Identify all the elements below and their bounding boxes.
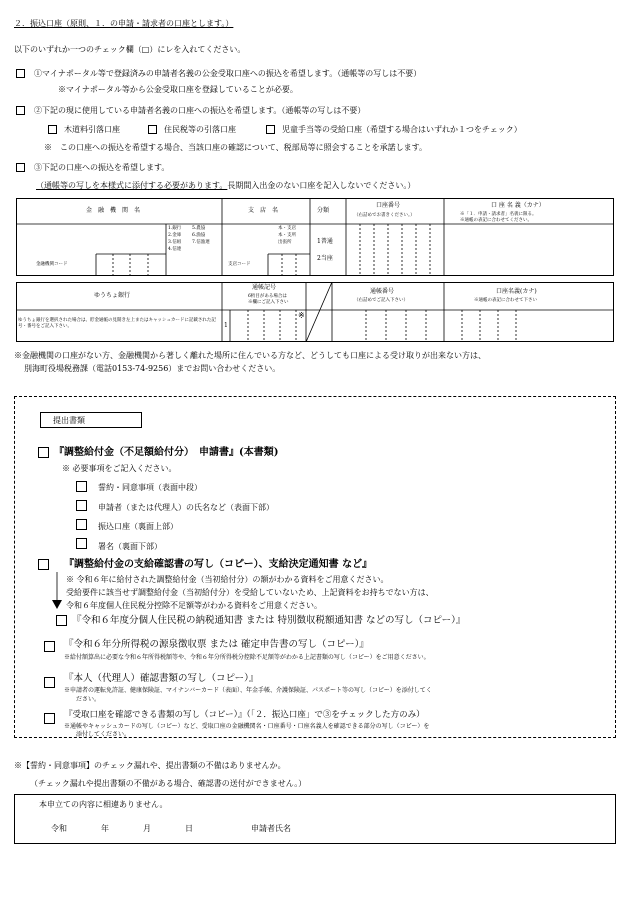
resident-tax-account-checkbox[interactable] [148, 125, 157, 134]
doc1-checkbox[interactable] [38, 447, 49, 458]
doc5-checkbox[interactable] [44, 713, 55, 724]
year-label: 年 [101, 824, 109, 833]
section-title: ２．振込口座（原則、１．の申請・請求者の口座とします。） [14, 19, 234, 28]
doc5-label: 『受取口座を確認できる書類の写し（コピー）』（「２．振込口座」で③をチェックした方のみ） [64, 710, 425, 720]
yucho-header-code: 通帳記号 [252, 284, 277, 291]
holder-note-2: ※通帳の表記に合わせてください。 [460, 218, 532, 223]
yucho-header-code-sub: 6桁目がある場合は [248, 294, 287, 299]
contact-note-2: 別海町役場税務課（電話0153-74-9256）までお問い合わせください。 [24, 364, 281, 373]
doc2-label: 『調整給付金の支給確認書の写し（コピー）、支給決定通知書 など』 [64, 559, 373, 570]
branch-type-outpost: 出張所 [278, 240, 292, 245]
doc3-checkbox[interactable] [44, 641, 55, 652]
doc4-note-2: ださい。 [76, 696, 101, 703]
documents-title-box [40, 412, 142, 428]
doc4-label: 『本人（代理人）確認書類の写し（コピー）』 [64, 673, 259, 684]
doc2-checkbox[interactable] [38, 559, 49, 570]
doc2b-label: 『令和６年度分個人住民税の納税通知書 または 特別徴収税額通知書 などの写し（コピー）』 [72, 615, 466, 626]
pledge-label: 誓約・同意事項（表面中段） [98, 483, 202, 492]
applicant-name-field-label: 申請者氏名 [251, 824, 291, 833]
yucho-account-table [16, 282, 614, 342]
yucho-header-holder-sub: ※通帳の表記に合わせて下さい [474, 298, 537, 303]
account-label: 振込口座（裏面上部） [98, 522, 178, 531]
type-kinko: 2.金庫 [168, 233, 182, 238]
child-allowance-account-checkbox[interactable] [266, 125, 275, 134]
header-branch-name: 支 店 名 [248, 207, 279, 214]
type-shingyoren: 7.信漁連 [192, 240, 210, 245]
water-account-checkbox[interactable] [48, 125, 57, 134]
doc1-note: ※ 必要事項をご記入ください。 [62, 464, 177, 473]
header-account-holder: 口 座 名 義（カナ） [491, 202, 545, 209]
doc2-note-2: 受給要件に該当せず調整給付金（当初給付分）を受給していないため、上記資料をお持ちでない方は、 [66, 588, 434, 597]
child-allowance-account-label: 児童手当等の受給口座（希望する場合はいずれか１つをチェック） [282, 125, 522, 134]
branch-type-office: 本・支所 [278, 233, 296, 238]
month-label: 月 [143, 824, 151, 833]
option2-note: ※ この口座への振込を希望する場合、当該口座の確認について、税部局等に照会することを承諾します。 [44, 143, 428, 152]
doc2b-checkbox[interactable] [56, 615, 67, 626]
header-account-number-sub: （右詰めでお書きください。） [354, 213, 415, 218]
branch-type-main: 本・支店 [278, 226, 296, 231]
applicant-name-label: 申請者（または代理人）の氏名など（表面下部） [98, 503, 274, 512]
option3-note-a: （通帳等の写しを本様式に添付する必要があります。 [36, 181, 228, 190]
type-shinkumi: 3.信組 [168, 240, 182, 245]
signature-label: 署名（裏面下部） [98, 542, 162, 551]
yucho-header-code-sub2: ※欄にご記入下さい [248, 300, 289, 305]
type-nokyo: 5.農協 [192, 226, 206, 231]
water-account-label: 木道料引落口座 [64, 125, 120, 134]
doc5-note: ※通帳やキャッシュカードの写し（コピー）など、受取口座の金融機関名・口座番号・口座名義人を確認できる部分の写し（コピー）を [64, 723, 430, 730]
header-bank-name: 金 融 機 関 名 [86, 207, 141, 214]
era-label: 令和 [51, 824, 67, 833]
class-futsu: 1普通 [317, 238, 333, 245]
doc3-label: 『令和６年分所得税の源泉徴収票 または 確定申告書の写し（コピー）』 [64, 639, 369, 650]
pledge-checkbox[interactable] [76, 481, 87, 492]
final-check-note-2: （チェック漏れや提出書類の不備がある場合、確認書の送付ができません。） [30, 779, 307, 788]
header-account-number: 口座番号 [376, 202, 401, 209]
instruction-text: 以下のいずれか一つのチェック欄（□）にレを入れてください。 [14, 45, 246, 54]
yucho-star: ※ [298, 311, 305, 320]
contact-note: ※金融機関の口座がない方、金融機関から著しく離れた場所に住んでいる方など、どうしても口座による受け取りが出来ない方は、 [14, 351, 486, 360]
arrow-down-icon [52, 572, 62, 610]
declaration-text: 本申立ての内容に相違ありません。 [39, 800, 168, 809]
option3-label: ③下記の口座への振込を希望します。 [34, 163, 170, 172]
doc2-note-3: 令和６年度個人住民税分控除不足額等がわかる資料をご用意ください。 [66, 601, 322, 610]
option3-checkbox[interactable] [16, 163, 25, 172]
holder-note: ※「１．申請・請求者」名義に限る。 [460, 212, 537, 217]
doc3-note: ※給付額算出に必要な令和６年所得税額等や、令和６年分所得税分控除不足額等がわかる上記書類の写し（コピー）をご用意ください。 [64, 654, 430, 661]
yucho-prefix: 1 [224, 322, 228, 329]
option2-checkbox[interactable] [16, 106, 25, 115]
yucho-header-number: 通帳番号 [370, 288, 395, 295]
resident-tax-account-label: 住民税等の引落口座 [164, 125, 236, 134]
option2-label: ②下記の現に使用している申請者名義の口座への振込を希望します。（通帳等の写しは不要） [34, 106, 366, 115]
yucho-header-number-sub: （右詰めでご記入下さい） [354, 298, 408, 303]
doc1-label: 『調整給付金（不足額給付分） 申請書』(本書類) [54, 447, 279, 458]
type-bank: 1.銀行 [168, 226, 182, 231]
class-toza: 2当座 [317, 255, 333, 262]
doc5-note-2: 添付してください。 [76, 731, 131, 738]
day-label: 日 [185, 824, 193, 833]
bank-account-table [16, 198, 614, 276]
option3-note-b: 長期間入出金のない口座を記入しないでください。） [227, 181, 416, 190]
bank-code-label: 金融機関コード [36, 262, 68, 267]
signature-checkbox[interactable] [76, 538, 87, 549]
yucho-header-name: ゆうちょ銀行 [94, 292, 131, 299]
header-classification: 分類 [317, 207, 330, 214]
yucho-description: ゆうちょ銀行を選択された場合は、貯金通帳の見開き左上またはキャッシュカードに記載された記号・番号をご記入下さい。 [18, 318, 216, 329]
doc2-note-1: ※ 令和６年に給付された調整給付金（当初給付分）の額がわかる資料をご用意ください。 [66, 575, 389, 584]
option1-note: ※マイナポータル等から公金受取口座を登録していることが必要。 [58, 85, 298, 94]
applicant-name-checkbox[interactable] [76, 500, 87, 511]
type-shinren: 4.信連 [168, 247, 182, 252]
declaration-box [14, 794, 616, 844]
type-gyokyo: 6.漁協 [192, 233, 206, 238]
yucho-header-holder: 口座名義(カナ) [496, 288, 537, 295]
final-check-note: ※【誓約・同意事項】のチェック漏れや、提出書類の不備はありませんか。 [14, 761, 286, 770]
branch-code-label: 支店コード [228, 262, 251, 267]
doc4-note: ※申請者の運転免許証、健康保険証、マイナンバーカード（表面）、年金手帳、介護保険証、パスポート等の写し（コピー）を添付してく [64, 687, 432, 694]
option1-checkbox[interactable] [16, 69, 25, 78]
option1-label: ①マイナポータル等で登録済みの申請者名義の公金受取口座への振込を希望します。（通帳等の写しは不要） [34, 69, 422, 78]
account-checkbox[interactable] [76, 519, 87, 530]
doc4-checkbox[interactable] [44, 677, 55, 688]
documents-title: 提出書類 [53, 416, 85, 425]
